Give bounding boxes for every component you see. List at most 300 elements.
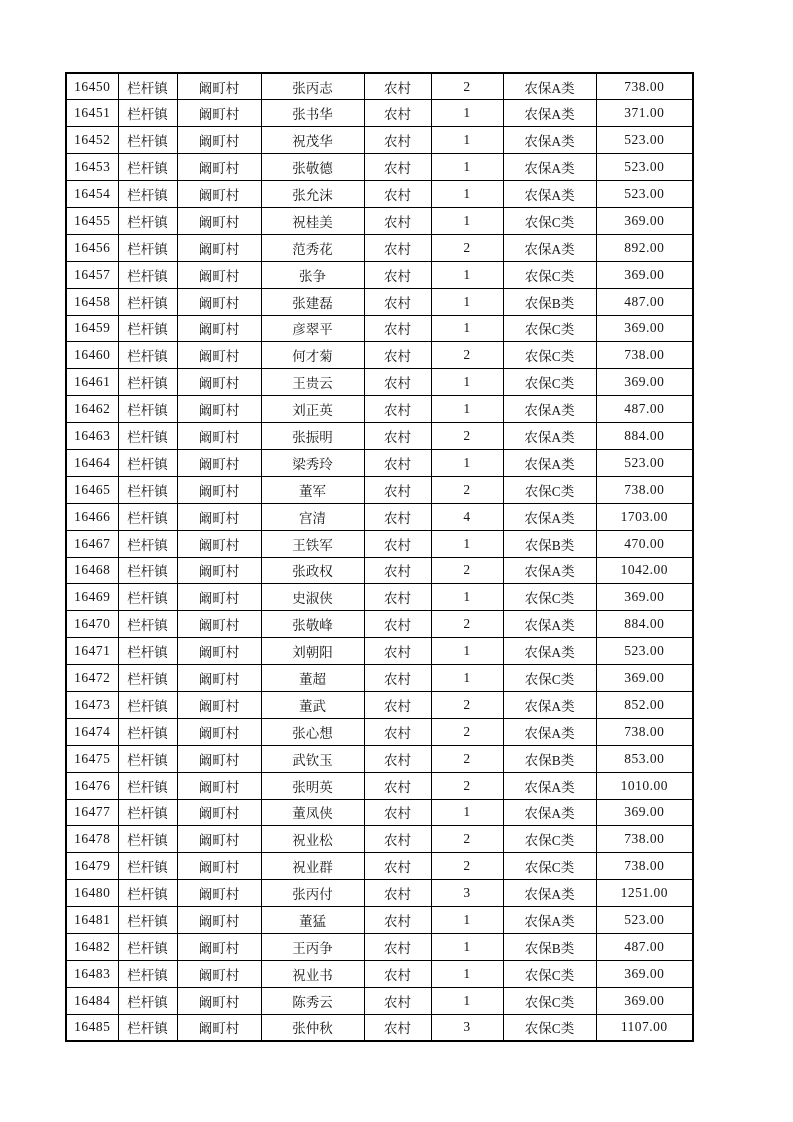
table-cell-amount: 1107.00 xyxy=(596,1014,693,1041)
table-cell-name: 张书华 xyxy=(261,100,364,127)
table-cell-amount: 738.00 xyxy=(596,342,693,369)
table-cell-insurance_category: 农保A类 xyxy=(503,611,596,638)
table-cell-village: 阚町村 xyxy=(177,73,261,100)
table-cell-name: 彦翠平 xyxy=(261,315,364,342)
table-row xyxy=(66,745,693,772)
table-cell-town: 栏杆镇 xyxy=(118,207,177,234)
table-row xyxy=(66,449,693,476)
table-cell-record_id: 16485 xyxy=(66,1014,118,1041)
table-cell-record_id: 16460 xyxy=(66,342,118,369)
table-row xyxy=(66,907,693,934)
table-cell-insurance_category: 农保A类 xyxy=(503,691,596,718)
table-cell-person_count: 2 xyxy=(431,342,503,369)
table-cell-residence_type: 农村 xyxy=(364,718,431,745)
table-cell-town: 栏杆镇 xyxy=(118,396,177,423)
table-cell-town: 栏杆镇 xyxy=(118,73,177,100)
table-cell-amount: 369.00 xyxy=(596,799,693,826)
table-row xyxy=(66,288,693,315)
table-cell-person_count: 1 xyxy=(431,261,503,288)
table-cell-amount: 738.00 xyxy=(596,73,693,100)
table-cell-village: 阚町村 xyxy=(177,342,261,369)
table-cell-person_count: 1 xyxy=(431,530,503,557)
table-cell-residence_type: 农村 xyxy=(364,826,431,853)
table-cell-name: 刘正英 xyxy=(261,396,364,423)
table-cell-village: 阚町村 xyxy=(177,423,261,450)
table-cell-residence_type: 农村 xyxy=(364,73,431,100)
table-cell-insurance_category: 农保A类 xyxy=(503,396,596,423)
table-cell-person_count: 1 xyxy=(431,127,503,154)
table-cell-person_count: 1 xyxy=(431,960,503,987)
table-cell-amount: 523.00 xyxy=(596,127,693,154)
table-cell-record_id: 16475 xyxy=(66,745,118,772)
table-cell-town: 栏杆镇 xyxy=(118,449,177,476)
table-cell-residence_type: 农村 xyxy=(364,691,431,718)
table-cell-name: 董武 xyxy=(261,691,364,718)
table-cell-record_id: 16451 xyxy=(66,100,118,127)
table-cell-name: 张敬德 xyxy=(261,154,364,181)
table-cell-name: 王铁军 xyxy=(261,530,364,557)
table-cell-person_count: 1 xyxy=(431,934,503,961)
table-cell-village: 阚町村 xyxy=(177,261,261,288)
table-cell-village: 阚町村 xyxy=(177,369,261,396)
table-cell-residence_type: 农村 xyxy=(364,584,431,611)
table-cell-person_count: 1 xyxy=(431,396,503,423)
table-cell-residence_type: 农村 xyxy=(364,907,431,934)
table-cell-name: 祝桂美 xyxy=(261,207,364,234)
table-cell-residence_type: 农村 xyxy=(364,960,431,987)
table-cell-residence_type: 农村 xyxy=(364,396,431,423)
table-cell-village: 阚町村 xyxy=(177,907,261,934)
table-cell-name: 陈秀云 xyxy=(261,987,364,1014)
table-cell-village: 阚町村 xyxy=(177,476,261,503)
table-cell-person_count: 1 xyxy=(431,315,503,342)
table-cell-village: 阚町村 xyxy=(177,880,261,907)
table-cell-insurance_category: 农保A类 xyxy=(503,127,596,154)
table-cell-name: 范秀花 xyxy=(261,234,364,261)
table-cell-village: 阚町村 xyxy=(177,584,261,611)
table-cell-insurance_category: 农保C类 xyxy=(503,369,596,396)
table-cell-name: 张丙付 xyxy=(261,880,364,907)
table-row xyxy=(66,584,693,611)
table-cell-town: 栏杆镇 xyxy=(118,745,177,772)
table-cell-residence_type: 农村 xyxy=(364,207,431,234)
table-cell-name: 王丙争 xyxy=(261,934,364,961)
table-cell-insurance_category: 农保B类 xyxy=(503,745,596,772)
table-row xyxy=(66,261,693,288)
table-cell-record_id: 16472 xyxy=(66,665,118,692)
table-cell-village: 阚町村 xyxy=(177,288,261,315)
table-cell-residence_type: 农村 xyxy=(364,181,431,208)
table-row xyxy=(66,718,693,745)
table-cell-person_count: 2 xyxy=(431,772,503,799)
table-cell-person_count: 3 xyxy=(431,1014,503,1041)
table-cell-record_id: 16465 xyxy=(66,476,118,503)
table-cell-person_count: 2 xyxy=(431,853,503,880)
table-cell-record_id: 16474 xyxy=(66,718,118,745)
table-cell-insurance_category: 农保A类 xyxy=(503,772,596,799)
table-cell-amount: 523.00 xyxy=(596,449,693,476)
table-cell-amount: 892.00 xyxy=(596,234,693,261)
table-cell-record_id: 16476 xyxy=(66,772,118,799)
table-cell-residence_type: 农村 xyxy=(364,1014,431,1041)
table-cell-name: 王贵云 xyxy=(261,369,364,396)
table-cell-person_count: 1 xyxy=(431,154,503,181)
table-cell-residence_type: 农村 xyxy=(364,100,431,127)
table-row xyxy=(66,987,693,1014)
table-cell-name: 武钦玉 xyxy=(261,745,364,772)
table-cell-name: 何才菊 xyxy=(261,342,364,369)
table-cell-village: 阚町村 xyxy=(177,691,261,718)
table-cell-residence_type: 农村 xyxy=(364,880,431,907)
table-cell-name: 刘朝阳 xyxy=(261,638,364,665)
table-cell-residence_type: 农村 xyxy=(364,369,431,396)
table-cell-person_count: 2 xyxy=(431,476,503,503)
table-cell-name: 董凤侠 xyxy=(261,799,364,826)
table-cell-town: 栏杆镇 xyxy=(118,584,177,611)
table-cell-village: 阚町村 xyxy=(177,826,261,853)
table-cell-record_id: 16457 xyxy=(66,261,118,288)
table-cell-town: 栏杆镇 xyxy=(118,826,177,853)
table-cell-amount: 884.00 xyxy=(596,611,693,638)
table-cell-record_id: 16471 xyxy=(66,638,118,665)
table-cell-town: 栏杆镇 xyxy=(118,960,177,987)
table-cell-residence_type: 农村 xyxy=(364,342,431,369)
table-cell-insurance_category: 农保C类 xyxy=(503,584,596,611)
table-cell-insurance_category: 农保C类 xyxy=(503,261,596,288)
table-cell-record_id: 16450 xyxy=(66,73,118,100)
table-cell-person_count: 2 xyxy=(431,745,503,772)
table-cell-insurance_category: 农保A类 xyxy=(503,234,596,261)
table-cell-record_id: 16452 xyxy=(66,127,118,154)
table-cell-person_count: 1 xyxy=(431,638,503,665)
table-cell-amount: 738.00 xyxy=(596,853,693,880)
table-cell-residence_type: 农村 xyxy=(364,745,431,772)
table-row xyxy=(66,396,693,423)
table-cell-record_id: 16466 xyxy=(66,503,118,530)
table-cell-insurance_category: 农保A类 xyxy=(503,718,596,745)
table-cell-residence_type: 农村 xyxy=(364,853,431,880)
table-cell-record_id: 16456 xyxy=(66,234,118,261)
table-cell-town: 栏杆镇 xyxy=(118,261,177,288)
table-row xyxy=(66,100,693,127)
table-cell-village: 阚町村 xyxy=(177,100,261,127)
table-cell-amount: 369.00 xyxy=(596,960,693,987)
table-cell-record_id: 16455 xyxy=(66,207,118,234)
table-cell-town: 栏杆镇 xyxy=(118,557,177,584)
table-cell-record_id: 16484 xyxy=(66,987,118,1014)
table-cell-village: 阚町村 xyxy=(177,853,261,880)
table-cell-town: 栏杆镇 xyxy=(118,530,177,557)
table-cell-town: 栏杆镇 xyxy=(118,987,177,1014)
table-cell-residence_type: 农村 xyxy=(364,315,431,342)
table-cell-village: 阚町村 xyxy=(177,234,261,261)
table-cell-record_id: 16462 xyxy=(66,396,118,423)
table-cell-record_id: 16458 xyxy=(66,288,118,315)
table-cell-insurance_category: 农保B类 xyxy=(503,934,596,961)
table-cell-residence_type: 农村 xyxy=(364,987,431,1014)
table-cell-village: 阚町村 xyxy=(177,1014,261,1041)
table-cell-insurance_category: 农保A类 xyxy=(503,907,596,934)
table-cell-residence_type: 农村 xyxy=(364,611,431,638)
table-cell-town: 栏杆镇 xyxy=(118,799,177,826)
table-cell-record_id: 16469 xyxy=(66,584,118,611)
table-cell-residence_type: 农村 xyxy=(364,665,431,692)
table-cell-amount: 487.00 xyxy=(596,288,693,315)
table-cell-record_id: 16453 xyxy=(66,154,118,181)
table-cell-town: 栏杆镇 xyxy=(118,503,177,530)
table-cell-record_id: 16478 xyxy=(66,826,118,853)
table-cell-amount: 369.00 xyxy=(596,584,693,611)
table-cell-amount: 738.00 xyxy=(596,826,693,853)
table-cell-insurance_category: 农保A类 xyxy=(503,181,596,208)
table-row xyxy=(66,665,693,692)
table-cell-town: 栏杆镇 xyxy=(118,154,177,181)
table-cell-name: 张争 xyxy=(261,261,364,288)
table-row xyxy=(66,772,693,799)
table-cell-name: 张丙志 xyxy=(261,73,364,100)
table-row xyxy=(66,369,693,396)
table-row xyxy=(66,611,693,638)
table-cell-insurance_category: 农保C类 xyxy=(503,476,596,503)
table-cell-amount: 1251.00 xyxy=(596,880,693,907)
table-cell-amount: 738.00 xyxy=(596,718,693,745)
table-cell-name: 张允沫 xyxy=(261,181,364,208)
table-cell-village: 阚町村 xyxy=(177,503,261,530)
table-cell-record_id: 16480 xyxy=(66,880,118,907)
table-cell-insurance_category: 农保C类 xyxy=(503,853,596,880)
table-cell-amount: 369.00 xyxy=(596,987,693,1014)
table-cell-amount: 1042.00 xyxy=(596,557,693,584)
table-cell-insurance_category: 农保A类 xyxy=(503,557,596,584)
table-cell-town: 栏杆镇 xyxy=(118,342,177,369)
table-row xyxy=(66,423,693,450)
table-cell-insurance_category: 农保A类 xyxy=(503,423,596,450)
table-cell-village: 阚町村 xyxy=(177,745,261,772)
table-cell-name: 董超 xyxy=(261,665,364,692)
table-row xyxy=(66,691,693,718)
table-cell-amount: 369.00 xyxy=(596,207,693,234)
table-cell-person_count: 2 xyxy=(431,234,503,261)
table-cell-name: 张心想 xyxy=(261,718,364,745)
table-cell-person_count: 1 xyxy=(431,369,503,396)
table-row xyxy=(66,127,693,154)
table-cell-record_id: 16479 xyxy=(66,853,118,880)
table-cell-name: 张政权 xyxy=(261,557,364,584)
table-cell-town: 栏杆镇 xyxy=(118,288,177,315)
table-row xyxy=(66,315,693,342)
table-cell-town: 栏杆镇 xyxy=(118,665,177,692)
table-cell-village: 阚町村 xyxy=(177,207,261,234)
table-cell-record_id: 16482 xyxy=(66,934,118,961)
table-cell-person_count: 3 xyxy=(431,880,503,907)
table-cell-record_id: 16461 xyxy=(66,369,118,396)
table-cell-person_count: 1 xyxy=(431,987,503,1014)
table-cell-amount: 487.00 xyxy=(596,396,693,423)
table-cell-village: 阚町村 xyxy=(177,530,261,557)
table-cell-person_count: 1 xyxy=(431,207,503,234)
table-cell-record_id: 16481 xyxy=(66,907,118,934)
table-cell-village: 阚町村 xyxy=(177,449,261,476)
table-row xyxy=(66,234,693,261)
table-cell-name: 祝业书 xyxy=(261,960,364,987)
table-cell-village: 阚町村 xyxy=(177,718,261,745)
table-cell-residence_type: 农村 xyxy=(364,530,431,557)
table-cell-amount: 470.00 xyxy=(596,530,693,557)
table-cell-person_count: 2 xyxy=(431,718,503,745)
table-cell-town: 栏杆镇 xyxy=(118,476,177,503)
table-cell-village: 阚町村 xyxy=(177,799,261,826)
table-cell-name: 史淑侠 xyxy=(261,584,364,611)
table-cell-amount: 369.00 xyxy=(596,315,693,342)
table-cell-insurance_category: 农保C类 xyxy=(503,1014,596,1041)
table-cell-amount: 369.00 xyxy=(596,665,693,692)
table-cell-person_count: 1 xyxy=(431,907,503,934)
table-cell-person_count: 2 xyxy=(431,611,503,638)
table-cell-town: 栏杆镇 xyxy=(118,369,177,396)
table-cell-village: 阚町村 xyxy=(177,987,261,1014)
table-cell-town: 栏杆镇 xyxy=(118,315,177,342)
table-cell-village: 阚町村 xyxy=(177,154,261,181)
table-cell-village: 阚町村 xyxy=(177,772,261,799)
table-cell-village: 阚町村 xyxy=(177,934,261,961)
table-cell-insurance_category: 农保A类 xyxy=(503,638,596,665)
table-cell-insurance_category: 农保C类 xyxy=(503,826,596,853)
table-row xyxy=(66,73,693,100)
table-cell-village: 阚町村 xyxy=(177,557,261,584)
table-cell-residence_type: 农村 xyxy=(364,799,431,826)
table-cell-residence_type: 农村 xyxy=(364,234,431,261)
table-cell-insurance_category: 农保C类 xyxy=(503,960,596,987)
table-cell-amount: 371.00 xyxy=(596,100,693,127)
table-row xyxy=(66,799,693,826)
table-cell-village: 阚町村 xyxy=(177,960,261,987)
table-cell-person_count: 2 xyxy=(431,691,503,718)
table-cell-amount: 1703.00 xyxy=(596,503,693,530)
table-row xyxy=(66,934,693,961)
table-cell-name: 祝业群 xyxy=(261,853,364,880)
table-cell-village: 阚町村 xyxy=(177,315,261,342)
table-cell-record_id: 16477 xyxy=(66,799,118,826)
table-cell-town: 栏杆镇 xyxy=(118,181,177,208)
table-cell-name: 祝业松 xyxy=(261,826,364,853)
table-cell-name: 张敬峰 xyxy=(261,611,364,638)
table-body xyxy=(66,73,693,1041)
table-cell-town: 栏杆镇 xyxy=(118,880,177,907)
table-cell-insurance_category: 农保A类 xyxy=(503,880,596,907)
table-cell-amount: 487.00 xyxy=(596,934,693,961)
table-row xyxy=(66,154,693,181)
table-cell-amount: 523.00 xyxy=(596,154,693,181)
table-cell-residence_type: 农村 xyxy=(364,772,431,799)
table-cell-town: 栏杆镇 xyxy=(118,611,177,638)
table-cell-insurance_category: 农保C类 xyxy=(503,315,596,342)
table-cell-record_id: 16473 xyxy=(66,691,118,718)
table-cell-insurance_category: 农保C类 xyxy=(503,207,596,234)
table-cell-residence_type: 农村 xyxy=(364,261,431,288)
table-row xyxy=(66,1014,693,1041)
table-row xyxy=(66,960,693,987)
table-cell-record_id: 16468 xyxy=(66,557,118,584)
table-row xyxy=(66,530,693,557)
table-cell-residence_type: 农村 xyxy=(364,557,431,584)
table-cell-residence_type: 农村 xyxy=(364,476,431,503)
table-row xyxy=(66,503,693,530)
table-cell-amount: 1010.00 xyxy=(596,772,693,799)
table-cell-amount: 738.00 xyxy=(596,476,693,503)
table-cell-record_id: 16470 xyxy=(66,611,118,638)
table-cell-town: 栏杆镇 xyxy=(118,853,177,880)
table-cell-insurance_category: 农保A类 xyxy=(503,449,596,476)
table-cell-amount: 852.00 xyxy=(596,691,693,718)
table-cell-amount: 523.00 xyxy=(596,638,693,665)
table-cell-person_count: 1 xyxy=(431,449,503,476)
table-cell-insurance_category: 农保B类 xyxy=(503,530,596,557)
table-cell-record_id: 16454 xyxy=(66,181,118,208)
table-cell-person_count: 2 xyxy=(431,423,503,450)
table-cell-amount: 523.00 xyxy=(596,181,693,208)
table-cell-town: 栏杆镇 xyxy=(118,907,177,934)
table-cell-name: 祝茂华 xyxy=(261,127,364,154)
table-cell-person_count: 1 xyxy=(431,288,503,315)
table-cell-insurance_category: 农保C类 xyxy=(503,665,596,692)
table-cell-amount: 884.00 xyxy=(596,423,693,450)
insurance-roster-table xyxy=(65,72,694,1042)
table-cell-person_count: 1 xyxy=(431,584,503,611)
table-row xyxy=(66,207,693,234)
table-cell-village: 阚町村 xyxy=(177,665,261,692)
table-cell-amount: 523.00 xyxy=(596,907,693,934)
table-cell-record_id: 16467 xyxy=(66,530,118,557)
table-cell-amount: 369.00 xyxy=(596,369,693,396)
table-cell-insurance_category: 农保A类 xyxy=(503,73,596,100)
table-cell-town: 栏杆镇 xyxy=(118,127,177,154)
table-cell-town: 栏杆镇 xyxy=(118,423,177,450)
table-cell-town: 栏杆镇 xyxy=(118,772,177,799)
table-cell-name: 宫清 xyxy=(261,503,364,530)
table-cell-name: 张仲秋 xyxy=(261,1014,364,1041)
table-cell-village: 阚町村 xyxy=(177,396,261,423)
table-cell-village: 阚町村 xyxy=(177,181,261,208)
table-cell-record_id: 16459 xyxy=(66,315,118,342)
table-cell-insurance_category: 农保B类 xyxy=(503,288,596,315)
table-cell-insurance_category: 农保C类 xyxy=(503,987,596,1014)
table-row xyxy=(66,638,693,665)
table-row xyxy=(66,476,693,503)
table-cell-town: 栏杆镇 xyxy=(118,691,177,718)
table-cell-insurance_category: 农保A类 xyxy=(503,154,596,181)
table-cell-record_id: 16483 xyxy=(66,960,118,987)
table-cell-residence_type: 农村 xyxy=(364,154,431,181)
table-cell-village: 阚町村 xyxy=(177,638,261,665)
table-cell-person_count: 4 xyxy=(431,503,503,530)
table-cell-amount: 369.00 xyxy=(596,261,693,288)
table-cell-record_id: 16463 xyxy=(66,423,118,450)
table-cell-person_count: 1 xyxy=(431,799,503,826)
table-cell-residence_type: 农村 xyxy=(364,934,431,961)
table-cell-town: 栏杆镇 xyxy=(118,1014,177,1041)
table-cell-person_count: 2 xyxy=(431,73,503,100)
table-cell-name: 董军 xyxy=(261,476,364,503)
table-cell-insurance_category: 农保A类 xyxy=(503,100,596,127)
table-cell-village: 阚町村 xyxy=(177,127,261,154)
table-cell-residence_type: 农村 xyxy=(364,638,431,665)
table-cell-residence_type: 农村 xyxy=(364,449,431,476)
table-row xyxy=(66,853,693,880)
table-cell-name: 梁秀玲 xyxy=(261,449,364,476)
table-cell-name: 张明英 xyxy=(261,772,364,799)
table-cell-town: 栏杆镇 xyxy=(118,718,177,745)
table-cell-person_count: 2 xyxy=(431,557,503,584)
